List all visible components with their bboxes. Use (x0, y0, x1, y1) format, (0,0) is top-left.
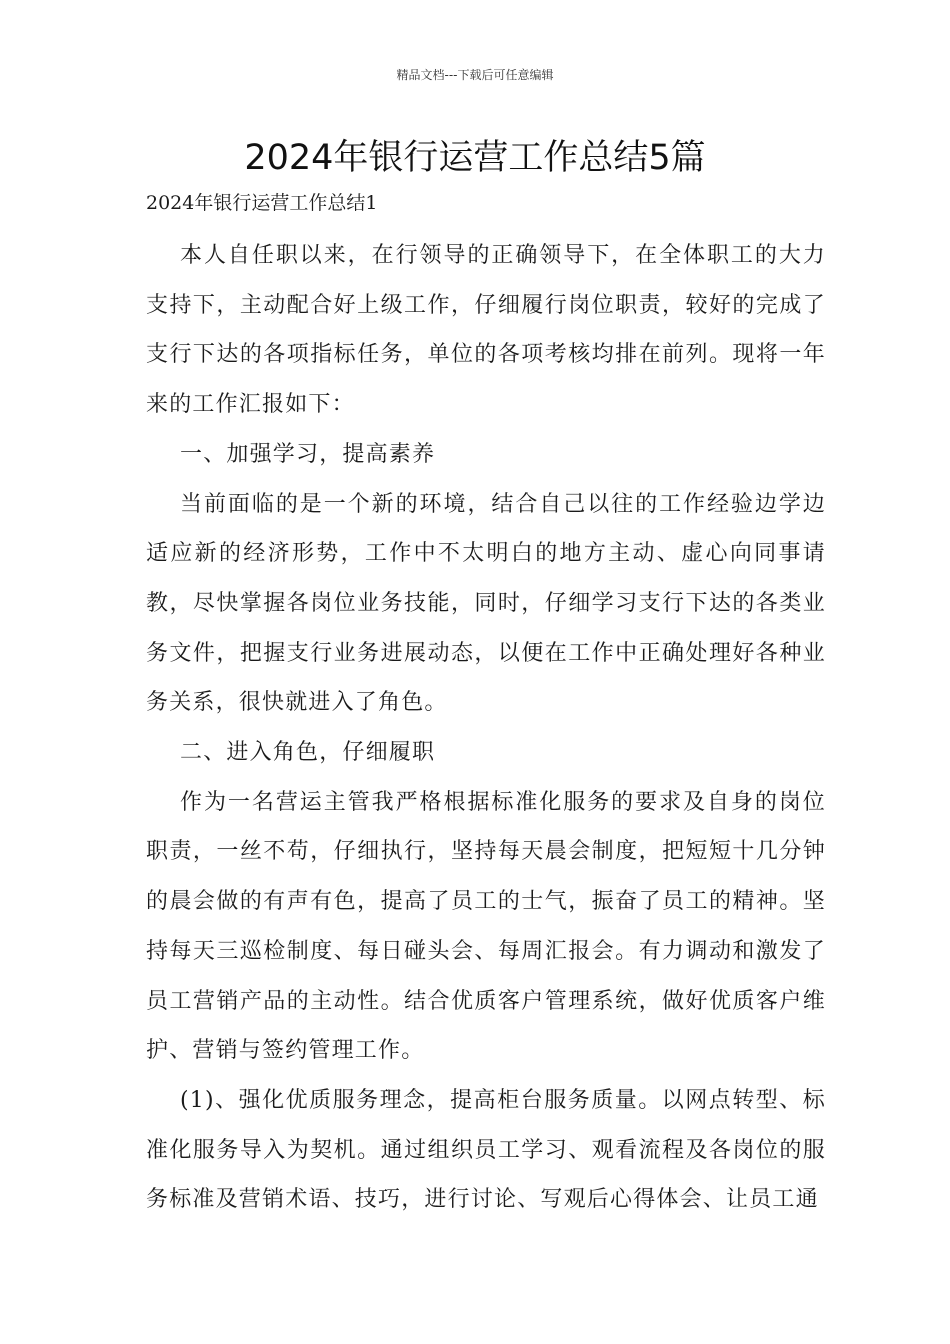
section-heading: 二、进入角色，仔细履职 (180, 740, 436, 766)
section-subtitle: 2024年银行运营工作总结1 (146, 192, 378, 214)
paragraph: 作为一名营运主管我严格根据标准化服务的要求及自身的岗位职责，一丝不苟，仔细执行，坚持每天晨会制度，把短短十几分钟的晨会做的有声有色，提高了员工的士气，振奋了员工的精神。坚持每天三巡检制度、每日碰头会、每周汇报会。有力调动和激发了员工营销产品的主动性。结合优质客户管理系统，做好优质客户维护、营销与签约管理工作。 (146, 789, 826, 1064)
paragraph: (1)、强化优质服务理念，提高柜台服务质量。以网点转型、标准化服务导入为契机。通过组织员工学习、观看流程及各岗位的服务标准及营销术语、技巧，进行讨论、写观后心得体会、让员工通 (146, 1087, 826, 1213)
paragraph: 当前面临的是一个新的环境，结合自己以往的工作经验边学边适应新的经济形势，工作中不太明白的地方主动、虚心向同事请教，尽快掌握各岗位业务技能，同时，仔细学习支行下达的各类业务文件，把握支行业务进展动态，以便在工作中正确处理好各种业务关系，很快就进入了角色。 (146, 491, 826, 716)
document-title: 2024年银行运营工作总结5篇 (244, 138, 706, 178)
paragraph: 本人自任职以来，在行领导的正确领导下，在全体职工的大力支持下，主动配合好上级工作，仔细履行岗位职责，较好的完成了支行下达的各项指标任务，单位的各项考核均排在前列。现将一年来的工作汇报如下： (146, 243, 826, 418)
section-heading: 一、加强学习，提高素养 (180, 441, 436, 467)
header-note: 精品文档---下载后可任意编辑 (396, 68, 554, 82)
document-body (146, 231, 826, 1225)
